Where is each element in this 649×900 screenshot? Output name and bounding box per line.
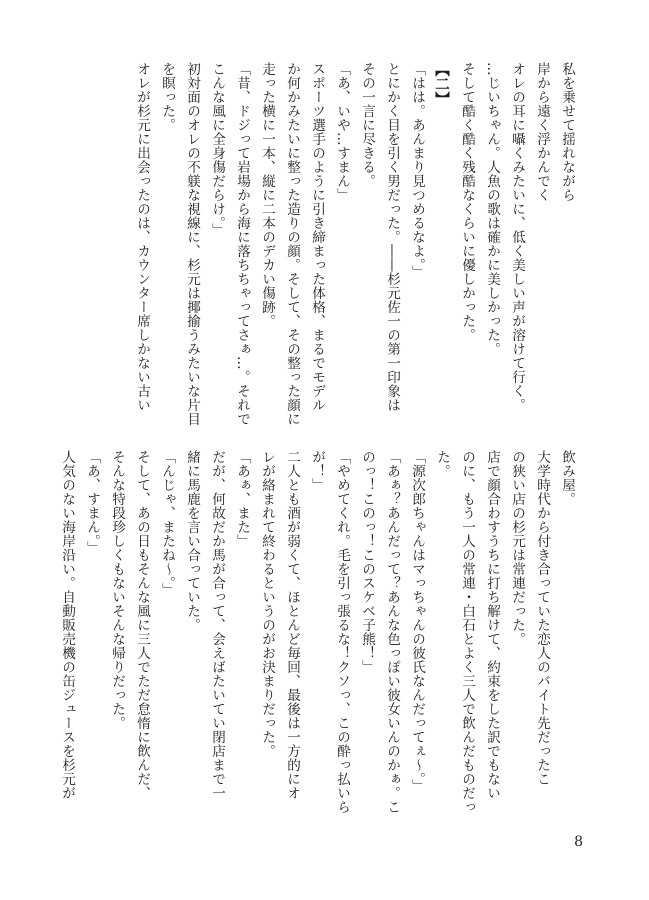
chapter-heading: 【二】 (433, 62, 450, 107)
text-line: 初対面のオレの不躾な視線に、杉元は揶揄うみたいな片目 (184, 62, 200, 426)
lower-text-block (54, 450, 579, 820)
text-line: 緒に馬鹿を言い合っていた。 (184, 450, 200, 632)
text-line: その一言に尽きる。 (359, 62, 375, 188)
text-line: オレが杉元に出会ったのは、カウンター席しかない古い (134, 62, 150, 412)
text-line: のっ！このっ！このスケベ子熊！」 (359, 450, 375, 674)
text-line: 「あ、すまん。」 (84, 450, 100, 556)
text-line: …じいちゃん。人魚の歌は確かに美しかった。 (484, 62, 500, 356)
text-line: を瞑った。 (159, 62, 175, 132)
text-line: た。 (434, 450, 450, 478)
text-line: が！」 (309, 450, 325, 492)
text-line: のに、もう一人の常連・白石とよく三人で飲んだものだっ (459, 450, 475, 814)
text-line: 大学時代から付き合っていた恋人のバイト先だったこ (534, 450, 550, 786)
text-line: オレの耳に囁くみたいに、低く美しい声が溶けて行く。 (509, 62, 525, 412)
text-line: 「あぁ、また」 (234, 450, 250, 548)
text-line: 岸から遠く浮かんでく (534, 62, 550, 202)
text-line: 「あぁ？あんだって？あんな色っぽい彼女いんのかぁ。こ (384, 450, 400, 814)
text-line: 「やめてくれ。毛を引っ張るな！クソっ、この酔っ払いら (334, 450, 350, 814)
text-line: の狭い店の杉元は常連だった。 (509, 450, 525, 646)
text-line: こんな風に全身傷だらけ。」 (209, 62, 225, 238)
text-line: 「あ、いや…すまん」 (334, 62, 350, 202)
text-line: 「源次郎ちゃんはマっちゃんの彼氏なんだってぇ～。」 (409, 450, 425, 794)
text-line: スポーツ選手のように引き締まった体格、まるでモデル (309, 62, 325, 412)
text-line: 「はは。あんまり見つめるなよ。」 (409, 62, 425, 280)
text-line: レが絡まれて終わるというのがお決まりだった。 (259, 450, 275, 758)
text-line: とにかく目を引く男だった。――杉元佐一の第一印象は (384, 62, 400, 412)
text-line: 私を乗せて揺れながら (559, 62, 575, 202)
text-line: そして、あの日もそんな風に三人でただ怠惰に飲んだ、 (134, 450, 150, 800)
text-line: 「んじゃ、またね～。」 (159, 450, 175, 598)
text-line: 人気のない海岸沿い。自動販売機の缶ジュースを杉元が (59, 450, 75, 800)
text-line: 店で顔合わすうちに打ち解けて、約束をした訳でもない (484, 450, 500, 800)
text-line: そして酷く酷く残酷なくらいに優しかった。 (459, 62, 475, 342)
text-line: か何かみたいに整った造りの顔。そして、その整った顔に (284, 62, 300, 426)
text-line: そんな特段珍しくもないそんな帰りだった。 (109, 450, 125, 730)
text-line: だが、何故だか馬が合って、会えばたいてい閉店まで一 (209, 450, 225, 800)
text-line: 飲み屋。 (559, 450, 575, 506)
page-number: 8 (574, 834, 583, 850)
text-line: 二人とも酒が弱くて、ほとんど毎回、最後は一方的にオ (284, 450, 300, 800)
upper-text-block (129, 62, 579, 432)
text-line: 走った横に一本、縦に二本のデカい傷跡。 (259, 62, 275, 328)
text-line: 「昔、ドジって岩場から海に落ちちゃってさぁ…。それで (234, 62, 250, 426)
